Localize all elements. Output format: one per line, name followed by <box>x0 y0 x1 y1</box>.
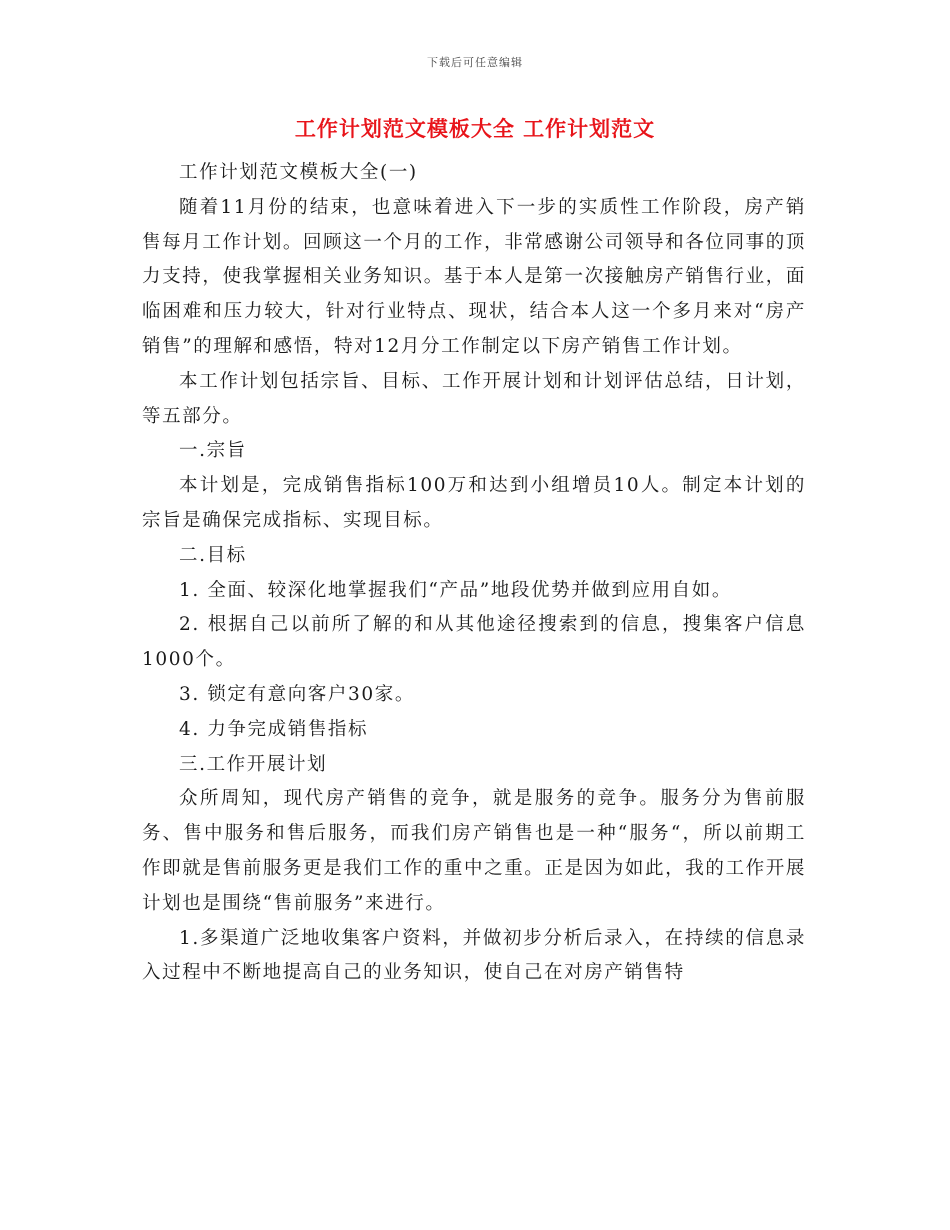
paragraph-purpose: 本计划是，完成销售指标100万和达到小组增员10人。制定本计划的宗旨是确保完成指标、实现目标。 <box>142 475 806 531</box>
goal-item-4: 4. 力争完成销售指标 <box>179 718 369 740</box>
goal-item-3: 3. 锁定有意向客户30家。 <box>179 683 415 705</box>
goal-item-1: 1. 全面、较深化地掌握我们“产品”地段优势并做到应用自如。 <box>179 579 732 601</box>
header-note: 下载后可任意编辑 <box>427 56 523 69</box>
plan-item-1: 1.多渠道广泛地收集客户资料，并做初步分析后录入，在持续的信息录入过程中不断地提高自己的业务知识，使自己在对房产销售特 <box>142 927 806 984</box>
document-body <box>142 156 806 991</box>
section-heading-goals: 二.目标 <box>179 544 247 566</box>
goal-item-2: 2. 根据自己以前所了解的和从其他途径搜索到的信息，搜集客户信息1000个。 <box>142 614 806 671</box>
paragraph-subtitle: 工作计划范文模板大全(一) <box>179 162 418 183</box>
section-heading-purpose: 一.宗旨 <box>179 440 247 462</box>
section-heading-plan: 三.工作开展计划 <box>179 753 328 775</box>
paragraph-service: 众所周知，现代房产销售的竞争，就是服务的竞争。服务分为售前服务、售中服务和售后服务，而我们房产销售也是一种“服务“，所以前期工作即就是售前服务更是我们工作的重中之重。正是因为如此，我的工作开展计划也是围绕“售前服务”来进行。 <box>142 788 806 914</box>
paragraph-scope: 本工作计划包括宗旨、目标、工作开展计划和计划评估总结，日计划，等五部分。 <box>142 370 806 427</box>
document-title: 工作计划范文模板大全 工作计划范文 <box>294 116 656 141</box>
paragraph-intro: 随着11月份的结束，也意味着进入下一步的实质性工作阶段，房产销售每月工作计划。回顾这一个月的工作，非常感谢公司领导和各位同事的顶力支持，使我掌握相关业务知识。基于本人是第一次接触房产销售行业，面临困难和压力较大，针对行业特点、现状，结合本人这一个多月来对“房产销售”的理解和感悟，特对12月分工作制定以下房产销售工作计划。 <box>142 196 806 357</box>
